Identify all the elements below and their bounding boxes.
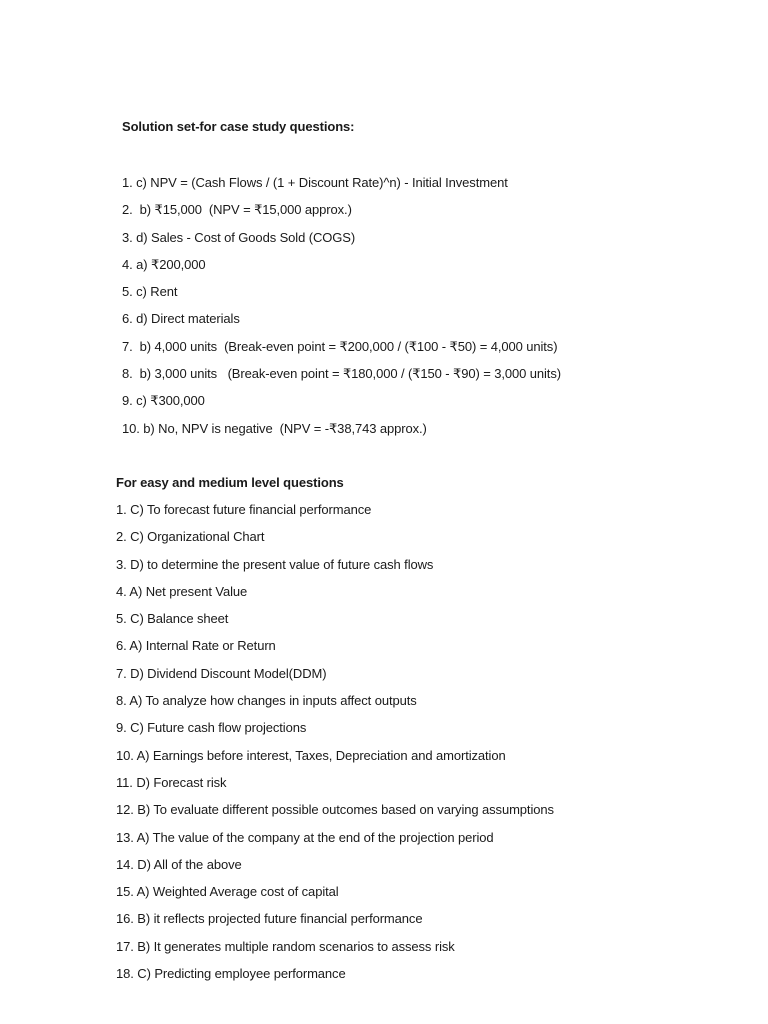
easy-medium-answer-list — [116, 502, 554, 993]
case-study-answer-6: 6. d) Direct materials — [122, 311, 240, 327]
easy-medium-answer-13: 13. A) The value of the company at the end of the projection period — [116, 829, 494, 845]
easy-medium-answer-5: 5. C) Balance sheet — [116, 611, 229, 627]
easy-medium-answer-14: 14. D) All of the above — [116, 856, 242, 872]
easy-medium-questions-heading: For easy and medium level questions — [116, 475, 344, 490]
easy-medium-answer-8: 8. A) To analyze how changes in inputs affect outputs — [116, 693, 417, 709]
easy-medium-answer-12: 12. B) To evaluate different possible outcomes based on varying assumptions — [116, 802, 554, 818]
easy-medium-answer-18: 18. C) Predicting employee performance — [116, 966, 346, 982]
easy-medium-answer-4: 4. A) Net present Value — [116, 583, 248, 599]
case-study-solutions-heading: Solution set-for case study questions: — [122, 119, 355, 134]
case-study-answer-4: 4. a) ₹200,000 — [122, 256, 206, 272]
case-study-answer-list — [122, 175, 561, 448]
easy-medium-answer-16: 16. B) it reflects projected future financial performance — [116, 911, 423, 927]
case-study-answer-9: 9. c) ₹300,000 — [122, 393, 205, 409]
easy-medium-answer-3: 3. D) to determine the present value of future cash flows — [116, 556, 434, 572]
easy-medium-answer-15: 15. A) Weighted Average cost of capital — [116, 884, 339, 900]
easy-medium-answer-6: 6. A) Internal Rate or Return — [116, 638, 276, 654]
case-study-answer-5: 5. c) Rent — [122, 284, 178, 300]
case-study-answer-7: 7. b) 4,000 units (Break-even point = ₹200,000 / (₹100 - ₹50) = 4,000 units) — [122, 338, 558, 354]
easy-medium-answer-17: 17. B) It generates multiple random scenarios to assess risk — [116, 938, 455, 954]
case-study-answer-10: 10. b) No, NPV is negative (NPV = -₹38,743 approx.) — [122, 420, 427, 436]
case-study-answer-3: 3. d) Sales - Cost of Goods Sold (COGS) — [122, 229, 356, 245]
case-study-answer-1: 1. c) NPV = (Cash Flows / (1 + Discount Rate)^n) - Initial Investment — [122, 175, 508, 190]
easy-medium-answer-11: 11. D) Forecast risk — [116, 774, 227, 790]
easy-medium-answer-1: 1. C) To forecast future financial performance — [116, 502, 372, 517]
case-study-answer-8: 8. b) 3,000 units (Break-even point = ₹180,000 / (₹150 - ₹90) = 3,000 units) — [122, 366, 561, 382]
easy-medium-answer-10: 10. A) Earnings before interest, Taxes, Depreciation and amortization — [116, 747, 506, 763]
case-study-answer-2: 2. b) ₹15,000 (NPV = ₹15,000 approx.) — [122, 202, 352, 218]
easy-medium-answer-9: 9. C) Future cash flow projections — [116, 720, 307, 736]
easy-medium-answer-7: 7. D) Dividend Discount Model(DDM) — [116, 665, 327, 681]
easy-medium-answer-2: 2. C) Organizational Chart — [116, 529, 265, 545]
